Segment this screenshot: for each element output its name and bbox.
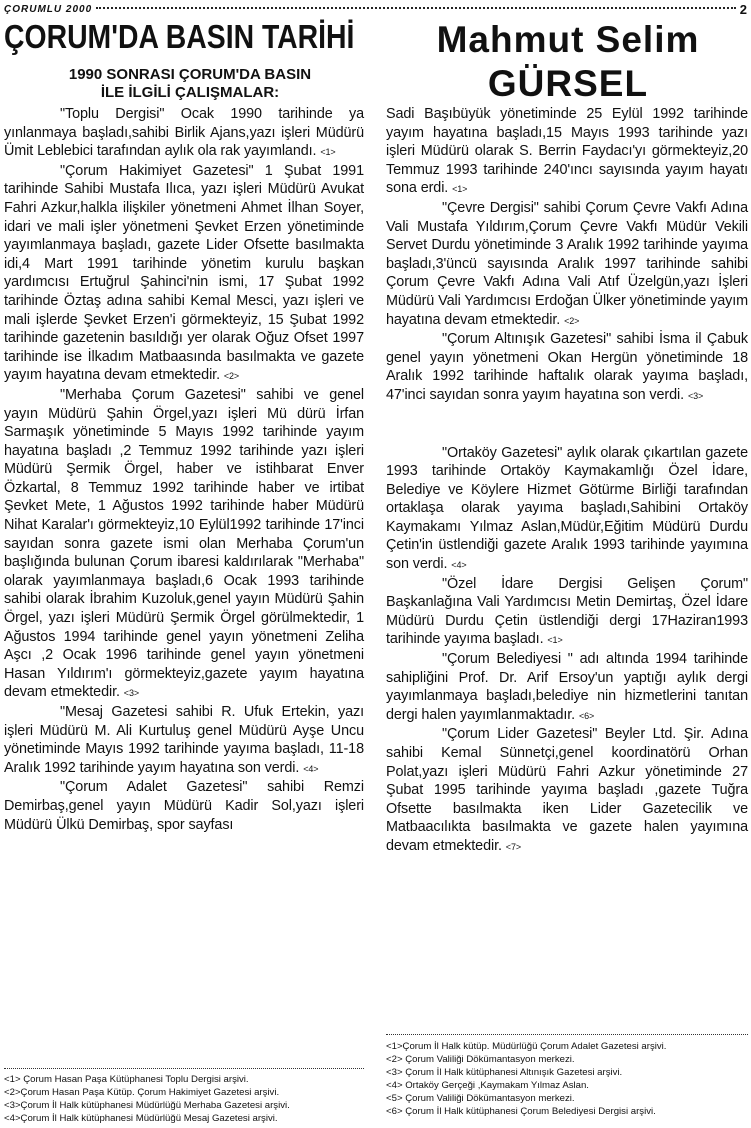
footnote: <1> Çorum Hasan Paşa Kütüphanesi Toplu Dergisi arşivi. — [4, 1074, 249, 1085]
article-subtitle — [4, 66, 376, 102]
paragraph — [386, 330, 748, 405]
footnote-marker: <2> — [564, 315, 580, 326]
paragraph-text: "Çorum Lider Gazetesi" Beyler Ltd. Şir. Adına sahibi Kemal Sünnetçi,genel koordinatörü Orhan Polat,yazı işleri Müdürü Fahri Azkur yönetiminde 27 Şubat 1995 tarihinde yayıma başladı ,gazete Tuğra Ofsette basılmakta iken Lider Gazetecilik ve Matbaacılıkta basılmakta ve gazete halen yayımına devam etmektedir. — [386, 726, 748, 854]
paragraph-text: "Merhaba Çorum Gazetesi" sahibi ve genel yayın Müdürü Şahin Örgel,yazı işleri Mü dürü İrfan Sarmaşık yönetiminde 5 Mayıs 1992 tarihinde yayım hayatına başladı ,2 Temmuz 1992 tarihinde yazı işleri Müdürü Şermik Örgel, haber ve istihbarat Enver Özkartal, 8 Temmuz 1992 tarihinde haber ve irtibat Şevket Mete, 1 Ağustos 1992 tarihinde haber Müdürü Nihat Karalar'ı görmekteyiz,10 Eylül1992 tarihinde 17'inci sayıdan sonra gazete ismi olan Merhaba Çorum'un başlığında bulunan Çorum ibaresi kaldırılarak "Merhaba" olarak yayımlanmaya başladı,6 Ocak 1993 tarihinde sahibi olarak İbrahim Kuzoluk,genel yayın Müdürü Şahin Örgel, yazı işleri Müdürü Şermik Örgel görülmektedir, 1 Ağustos 1994 tarihinde genel yayın yönetmeni Zeliha Aşcı ,2 Ocak 1996 tarihinde genel yayın yönetmeni Hasan Yıldırım'ı görmekteyiz,gazete yayım hayatına devam etmektedir. — [4, 386, 364, 701]
paragraph-text: "Çorum Belediyesi " adı altında 1994 tarihinde sahipliğini Prof. Dr. Arif Ersoy'un yaptığı aylık dergi yayımlanmaya başladı,belediye nin hizmetlerini tanıtan dergi halen yayımlanmaktadır. — [386, 651, 748, 723]
footnote: <3> Çorum İl Halk kütüphanesi Altınışık Gazetesi arşivi. — [386, 1067, 623, 1078]
footnote-marker: <1> — [320, 147, 336, 158]
paragraph-text: "Çorum Hakimiyet Gazetesi" 1 Şubat 1991 tarihinde Sahibi Mustafa Ilıca, yazı işleri Müdürü Avukat Fahri Azkur,halkla ilişkiler yönetmeni Ahmet İlhan Soyer, idari ve mali işler yönetmeni Şevket Erzen yönetiminde yayımlanmaya başladı, gazete Lider Ofsette basılmakta idi,4 Mart 1991 tarihinde yönetim kurulu başkan yardımcısı Ertuğrul Şahinci'nin ismi, 17 Şubat 1992 tarihinde Öztaş adına sahibi Kemal Mesci, yazı işleri ve mali işlerde Şevket Erzen'i görmekteyiz, 15 Şubat 1992 tarihinde gazetenin basıldığı yer olarak Oğuz Ofset 1997 tarihinde ise İlkadım Matbaasında basılmakta ve gazete yayım hayatına devam etmektedir. — [4, 162, 364, 384]
footnote-marker: <6> — [578, 710, 595, 721]
author-last-name: GÜRSEL — [487, 63, 649, 104]
left-footnote-divider — [4, 1068, 364, 1069]
left-footnotes — [4, 1073, 366, 1125]
paragraph — [4, 778, 364, 834]
subtitle-line-1: 1990 SONRASI ÇORUM'DA BASIN — [68, 66, 312, 83]
paragraph — [386, 725, 748, 856]
footnote: <6> Çorum İl Halk kütüphanesi Çorum Belediyesi Dergisi arşivi. — [386, 1106, 656, 1117]
header-dotted-rule — [96, 7, 736, 9]
paragraph-text: "Toplu Dergisi" Ocak 1990 tarihinde ya yınlanmaya başladı,sahibi Birlik Ajans,yazı işleri Müdürü Ümit Leblebici tarafından aylık ola rak yayımlandı. — [4, 106, 364, 160]
author-name — [388, 18, 748, 106]
paragraph-text: Sadi Başıbüyük yönetiminde 25 Eylül 1992 tarihinde yayım hayatına başladı,15 Mayıs 1993 tarihinde yazı işleri Müdürü olarak S. Berrin Faydacı'yı görmekteyiz,20 Temmuz 1993 tarihinde 240'ıncı sayısında yayım hayatı sona erdi. — [386, 106, 748, 197]
footnote-marker: <3> — [123, 688, 140, 699]
paragraph — [386, 650, 748, 725]
footnote-marker: <4> — [303, 763, 319, 774]
paragraph-text: "Çorum Altınışık Gazetesi" sahibi İsma il Çabuk genel yayın yönetmeni Okan Hergün yönetiminde 18 Aralık 1992 tarihinde haftalık olarak yayıma başladı, 47'inci sayıdan sonra yayım hayatına son verdi. — [386, 331, 748, 403]
paragraph — [386, 444, 748, 575]
footnote-marker: <2> — [223, 371, 240, 382]
running-header — [4, 2, 747, 16]
footnote-marker: <4> — [451, 560, 467, 571]
paragraph-text: "Mesaj Gazetesi sahibi R. Ufuk Ertekin, yazı işleri Müdürü M. Ali Kurtuluş genel Müdürü Ayşe Uncu yönetiminde Mayıs 1992 tarihinde yayıma başladı, 11-18 Aralık 1992 tarihinde yayım hayatına son verdi. — [4, 704, 364, 776]
footnote: <4>Çorum İl Halk kütüphanesi Müdürlüğü Mesaj Gazetesi arşivi. — [4, 1113, 278, 1124]
author-first-name: Mahmut Selim — [436, 19, 700, 60]
paragraph-text: "Çorum Adalet Gazetesi" sahibi Remzi Demirbaş,genel yayın Müdürü Kadir Sol,yazı işleri Müdürü Ülkü Demirbaş, spor sayfası — [4, 779, 364, 833]
left-column — [4, 105, 364, 834]
right-footnotes — [386, 1040, 748, 1118]
footnote: <5> Çorum Valiliği Dökümantasyon merkezi. — [386, 1093, 575, 1104]
paragraph-text: "Çevre Dergisi" sahibi Çorum Çevre Vakfı Adına Vali Mustafa Yıldırım,Çorum Çevre Vakfı Müdür Vekili Servet Durdu yönetiminde 3 Aralık 1992 tarihinde yayıma başladı,3'üncü sayısında Aralık 1997 tarihinde sahibi Çorum Çevre Vakfı Adına Vali Atıf Üzelgün,yazı İşleri Müdürü Vali Yardımcısı Erdoğan Ülker yönetiminde yayım hayatına devam etmektedir. — [386, 199, 748, 328]
right-column — [386, 105, 748, 857]
paragraph — [4, 105, 364, 162]
paragraph-text: "Özel İdare Dergisi Gelişen Çorum" Başkanlağına Vali Yardımcısı Metin Demirtaş, Özel İdare Müdürü Durdu Çetin üstlendiği dergi 17Haziran1993 tarihinde yayıma başladı. — [386, 575, 748, 648]
footnote-marker: <1> — [452, 184, 468, 195]
right-footnote-divider — [386, 1034, 748, 1035]
paragraph-text: "Ortaköy Gazetesi" aylık olarak çıkartılan gazete 1993 tarihinde Ortaköy Kaymakamlığı Özel İdare, Belediye ve Köylere Hizmet Götürme Birliği tarafından ortaklaşa olarak yayıma başladı,Sahibini Ortaköy Kaymakamı Yılmaz Aslan,Müdür,Eğitim Müdürü Durdu Çetin'in üstlendiği gazete Aralık 1993 tarihinde yayımına son verdi. — [386, 444, 748, 573]
paragraph — [4, 386, 364, 703]
footnote: <4> Ortaköy Gerçeği ,Kaymakam Yılmaz Aslan. — [386, 1080, 589, 1091]
paragraph — [4, 162, 364, 386]
footnote: <1>Çorum İl Halk kütüp. Müdürlüğü Çorum Adalet Gazetesi arşivi. — [386, 1041, 667, 1052]
footnote-marker: <7> — [505, 841, 522, 852]
footnote-marker: <1> — [547, 635, 563, 646]
footnote: <2>Çorum Hasan Paşa Kütüp. Çorum Hakimiyet Gazetesi arşivi. — [4, 1087, 280, 1098]
page-number: 2 — [739, 1, 747, 17]
paragraph — [386, 199, 748, 330]
subtitle-line-2: İLE İLGİLİ ÇALIŞMALAR: — [100, 84, 280, 101]
footnote: <3>Çorum İl Halk kütüphanesi Müdürlüğü Merhaba Gazetesi arşivi. — [4, 1100, 290, 1111]
paragraph-gap — [386, 406, 748, 444]
header-label: ÇORUMLU 2000 — [4, 3, 93, 15]
footnote: <2> Çorum Valiliği Dökümantasyon merkezi. — [386, 1054, 575, 1065]
paragraph — [386, 105, 748, 199]
paragraph — [386, 575, 748, 650]
footnote-marker: <3> — [687, 390, 704, 401]
paragraph — [4, 703, 364, 778]
article-title: ÇORUM'DA BASIN TARİHİ — [4, 18, 355, 55]
